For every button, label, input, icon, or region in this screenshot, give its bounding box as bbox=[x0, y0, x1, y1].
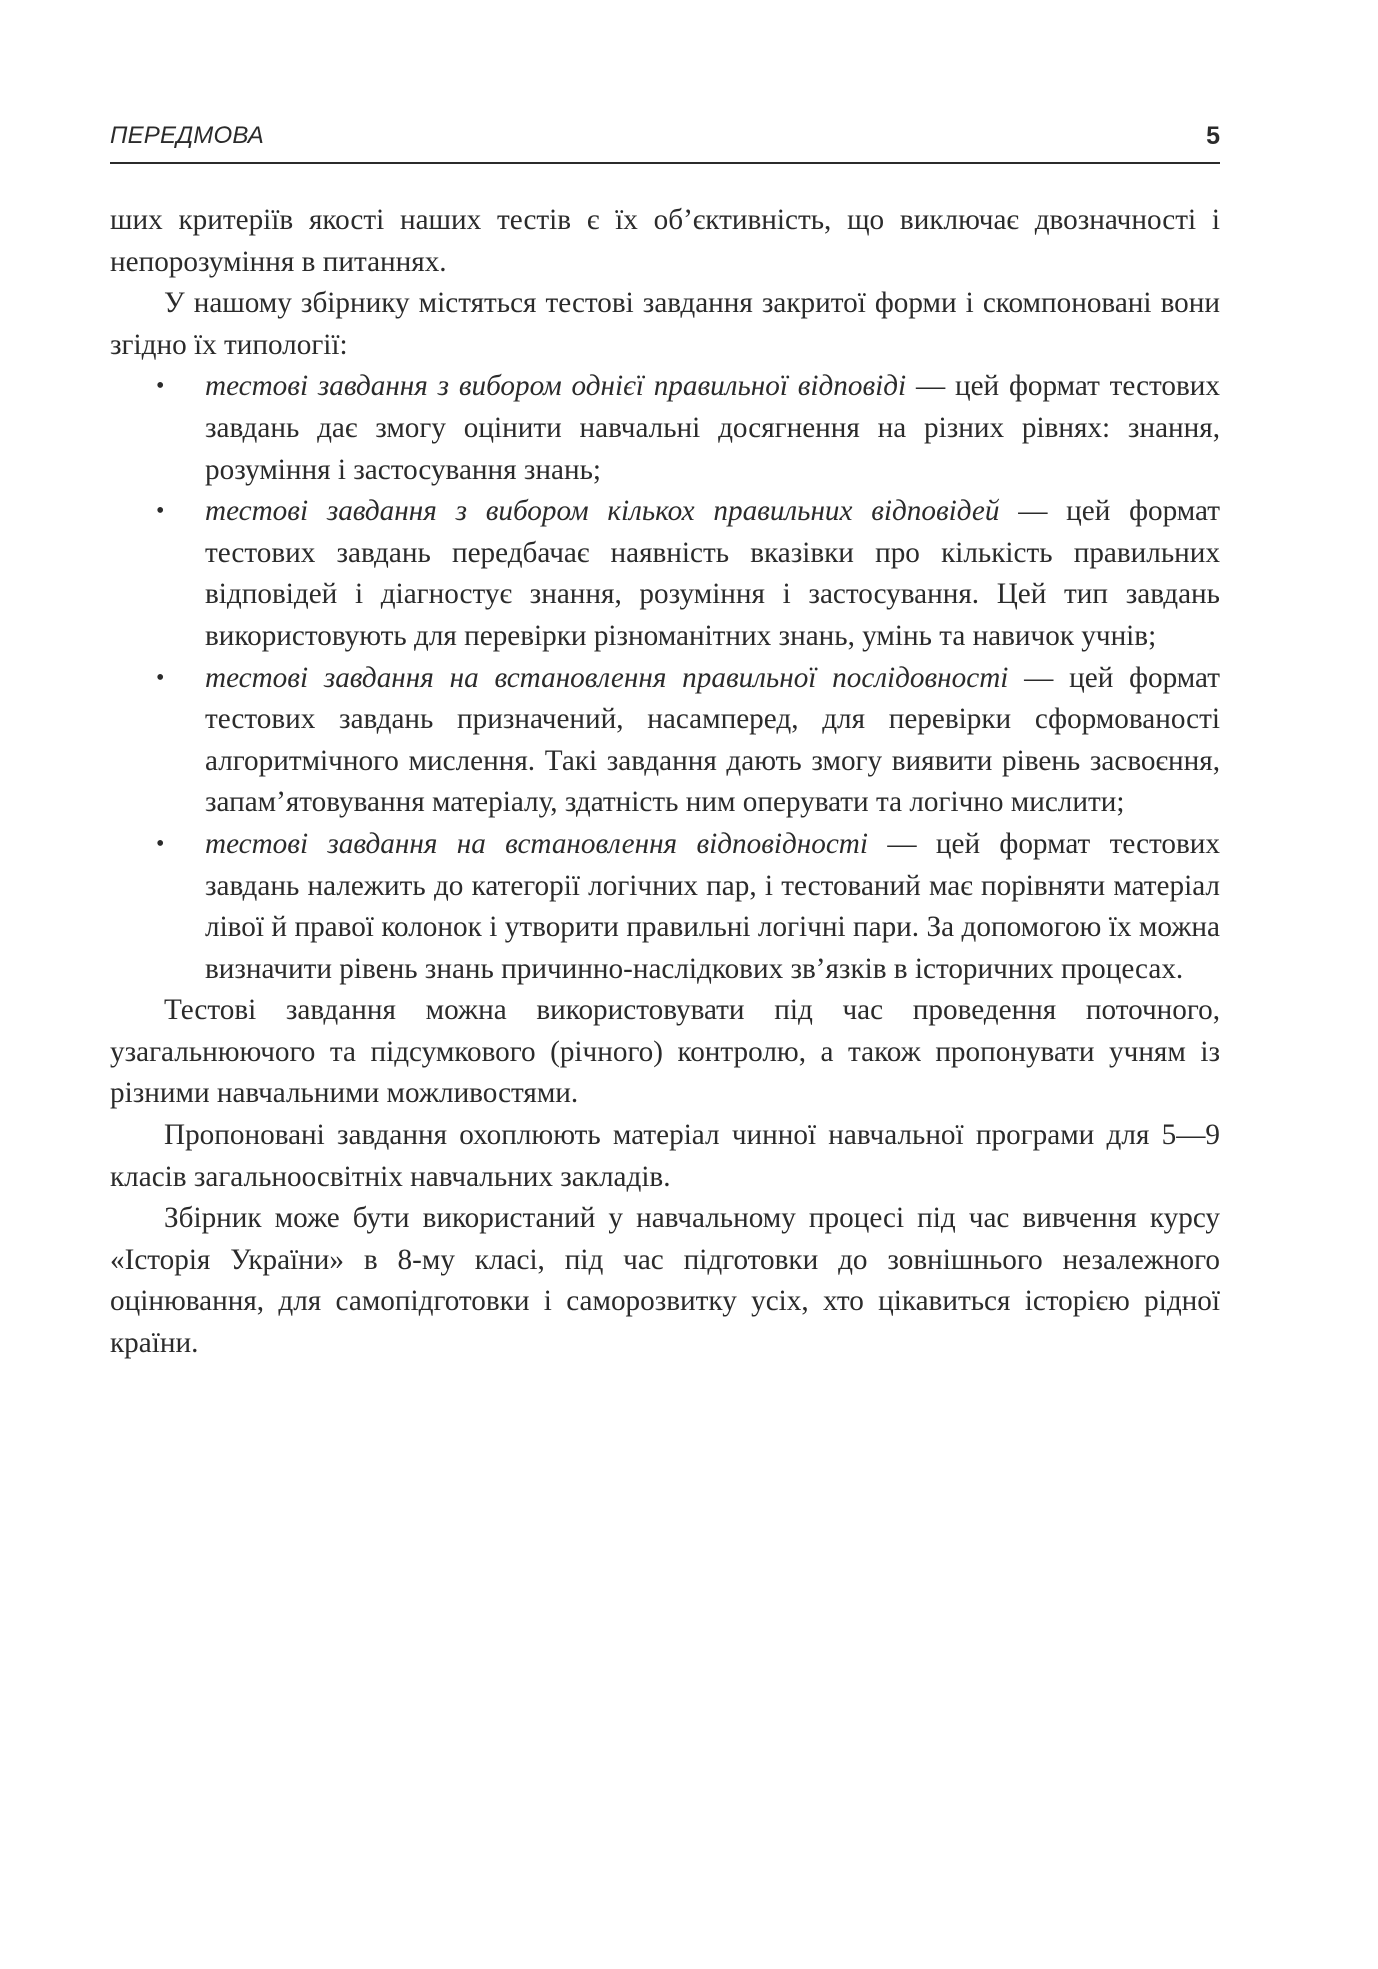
list-item bbox=[110, 491, 1220, 657]
section-title: ПЕРЕДМОВА bbox=[110, 122, 264, 149]
list-item-text: — цей формат тестових завдань передбачає наявність вказівки про кількість правильних відповідей і діагностує знання, розуміння і застосування. Цей тип завдань використовують для перевірки різноманітних знань, умінь та навичок учнів; bbox=[205, 495, 1220, 652]
list-item-text: — цей формат тестових завдань дає змогу оцінити навчальні досягнення на різних рівнях: знання, розуміння і застосування знань; bbox=[205, 370, 1221, 486]
bullet-icon: • bbox=[156, 498, 165, 525]
paragraph-continued: ших критеріїв якості наших тестів є їх об’єктивність, що виключає двозначності і непорозуміння в питаннях. bbox=[110, 204, 1220, 278]
list-item bbox=[110, 366, 1220, 491]
list-item-term: тестові завдання з вибором однієї правильної відповіді bbox=[205, 370, 907, 403]
bullet-icon: • bbox=[156, 664, 165, 691]
running-header bbox=[110, 118, 1220, 164]
paragraph-intro: У нашому збірнику містяться тестові завдання закритої форми і скомпоновані вони згідно їх типології: bbox=[110, 287, 1220, 361]
bullet-icon: • bbox=[156, 830, 165, 857]
bullet-icon: • bbox=[156, 373, 165, 400]
paragraph-scope: Пропоновані завдання охоплюють матеріал чинної навчальної програми для 5—9 класів загальноосвітніх навчальних закладів. bbox=[110, 1119, 1220, 1193]
list-item-term: тестові завдання на встановлення правильної послідовності bbox=[205, 661, 1009, 694]
list-item bbox=[110, 658, 1220, 824]
paragraph-purpose: Збірник може бути використаний у навчальному процесі під час вивчення курсу «Історія України» в 8-му класі, під час підготовки до зовнішнього незалежного оцінювання, для самопідготовки і саморозвитку усіх, хто цікавиться історією рідної країни. bbox=[110, 1202, 1220, 1360]
document-page bbox=[110, 0, 1220, 1969]
list-item-term: тестові завдання на встановлення відповідності bbox=[205, 827, 868, 860]
test-types-list bbox=[110, 366, 1220, 990]
page-number: 5 bbox=[1206, 122, 1220, 150]
list-item-text: — цей формат тестових завдань належить до категорії логічних пар, і тестований має порівняти матеріал лівої й правої колонок і утворити правильні логічні пари. За допомогою їх можна визначити рівень знань причинно-наслідкових зв’язків в історичних процесах. bbox=[205, 827, 1220, 985]
list-item-term: тестові завдання з вибором кількох правильних відповідей bbox=[205, 495, 1000, 528]
list-item bbox=[110, 824, 1220, 990]
body-text bbox=[110, 200, 1220, 1365]
list-item-text: — цей формат тестових завдань призначений, насамперед, для перевірки сформованості алгоритмічного мислення. Такі завдання дають змогу виявити рівень засвоєння, запам’ятовування матеріалу, здатність ним оперувати та логічно мислити; bbox=[205, 661, 1221, 819]
paragraph-usage: Тестові завдання можна використовувати під час проведення поточного, узагальнюючого та підсумкового (річного) контролю, а також пропонувати учням із різними навчальними можливостями. bbox=[110, 994, 1220, 1110]
